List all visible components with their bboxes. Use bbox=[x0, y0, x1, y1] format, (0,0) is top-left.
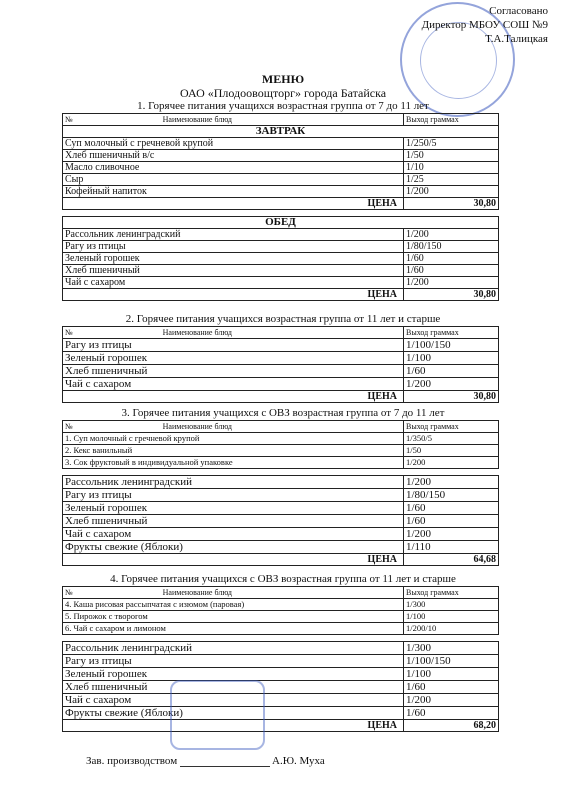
menu-item-row bbox=[63, 186, 499, 198]
dish-name: Фрукты свежие (Яблоки) bbox=[63, 541, 404, 554]
menu-item-row bbox=[63, 229, 499, 241]
dish-output: 1/200 bbox=[404, 378, 499, 391]
dish-output: 1/60 bbox=[404, 253, 499, 265]
price-label: ЦЕНА bbox=[63, 554, 404, 566]
menu-item-row bbox=[63, 541, 499, 554]
menu-item-row bbox=[63, 707, 499, 720]
dish-name: Чай с сахаром bbox=[63, 378, 404, 391]
section-4-heading: 4. Горячее питания учащихся с ОВЗ возрастная группа от 11 лет и старше bbox=[110, 573, 456, 585]
dish-output: 1/60 bbox=[404, 681, 499, 694]
dish-output: 1/100 bbox=[404, 352, 499, 365]
dish-name: 4. Каша рисовая рассыпчатая с изюмом (паровая) bbox=[63, 599, 404, 611]
menu-item-row bbox=[63, 655, 499, 668]
spacer-row bbox=[63, 210, 499, 217]
table-header-row bbox=[63, 327, 499, 339]
menu-item-row bbox=[63, 433, 499, 445]
menu-item-row bbox=[63, 457, 499, 469]
dish-output: 1/80/150 bbox=[404, 241, 499, 253]
dish-output: 1/200/10 bbox=[404, 623, 499, 635]
signature-line bbox=[180, 766, 270, 767]
price-row bbox=[63, 198, 499, 210]
menu-table-2 bbox=[62, 326, 499, 403]
dish-name: Зеленый горошек bbox=[63, 502, 404, 515]
price-value: 30,80 bbox=[404, 198, 499, 210]
table-header-row bbox=[63, 114, 499, 126]
dish-name: Фрукты свежие (Яблоки) bbox=[63, 707, 404, 720]
price-label: ЦЕНА bbox=[63, 289, 404, 301]
dish-name: Зеленый горошек bbox=[63, 352, 404, 365]
price-label: ЦЕНА bbox=[63, 391, 404, 403]
col-header-out: Выход граммах bbox=[404, 587, 499, 599]
approval-line-2: Директор МБОУ СОШ №9 bbox=[421, 19, 548, 31]
signature-role: Зав. производством bbox=[86, 755, 178, 767]
dish-name: Рагу из птицы bbox=[63, 655, 404, 668]
dish-name: Хлеб пшеничный bbox=[63, 265, 404, 277]
dish-name: Хлеб пшеничный bbox=[63, 681, 404, 694]
menu-item-row bbox=[63, 253, 499, 265]
dish-name: Зеленый горошек bbox=[63, 668, 404, 681]
dish-name: Хлеб пшеничный bbox=[63, 365, 404, 378]
price-row bbox=[63, 720, 499, 732]
dish-output: 1/50 bbox=[404, 445, 499, 457]
dish-name: Кофейный напиток bbox=[63, 186, 404, 198]
dish-output: 1/200 bbox=[404, 528, 499, 541]
dish-output: 1/200 bbox=[404, 694, 499, 707]
approval-line-3: Т.А.Талицкая bbox=[485, 33, 548, 45]
price-value: 68,20 bbox=[404, 720, 499, 732]
approval-line-1: Согласовано bbox=[489, 5, 548, 17]
breakfast-label: ЗАВТРАК bbox=[63, 126, 499, 138]
dish-output: 1/100 bbox=[404, 668, 499, 681]
price-row bbox=[63, 391, 499, 403]
dish-output: 1/200 bbox=[404, 186, 499, 198]
menu-item-row bbox=[63, 611, 499, 623]
menu-item-row bbox=[63, 489, 499, 502]
col-header-out: Выход граммах bbox=[404, 327, 499, 339]
dish-output: 1/200 bbox=[404, 277, 499, 289]
price-row bbox=[63, 554, 499, 566]
price-row bbox=[63, 289, 499, 301]
dish-output: 1/10 bbox=[404, 162, 499, 174]
dish-output: 1/110 bbox=[404, 541, 499, 554]
dish-name: 5. Пирожок с творогом bbox=[63, 611, 404, 623]
dish-output: 1/300 bbox=[404, 599, 499, 611]
dish-name: Рагу из птицы bbox=[63, 339, 404, 352]
menu-item-row bbox=[63, 528, 499, 541]
dish-output: 1/100/150 bbox=[404, 655, 499, 668]
menu-item-row bbox=[63, 339, 499, 352]
dish-output: 1/60 bbox=[404, 365, 499, 378]
menu-item-row bbox=[63, 599, 499, 611]
menu-item-row bbox=[63, 352, 499, 365]
price-value: 30,80 bbox=[404, 391, 499, 403]
table-header-row bbox=[63, 421, 499, 433]
dish-output: 1/60 bbox=[404, 502, 499, 515]
menu-item-row bbox=[63, 515, 499, 528]
table-header-row bbox=[63, 587, 499, 599]
dish-name: Чай с сахаром bbox=[63, 528, 404, 541]
dish-name: 3. Сок фруктовый в индивидуальной упаковке bbox=[63, 457, 404, 469]
menu-item-row bbox=[63, 365, 499, 378]
menu-item-row bbox=[63, 150, 499, 162]
menu-table-4 bbox=[62, 586, 499, 732]
dish-output: 1/50 bbox=[404, 150, 499, 162]
menu-item-row bbox=[63, 241, 499, 253]
col-header-name: № Наименование блюд bbox=[63, 587, 404, 599]
signature-name: А.Ю. Муха bbox=[272, 755, 325, 767]
menu-table-1 bbox=[62, 113, 499, 301]
menu-item-row bbox=[63, 681, 499, 694]
menu-item-row bbox=[63, 162, 499, 174]
dish-name: Сыр bbox=[63, 174, 404, 186]
dish-name: 6. Чай с сахаром и лимоном bbox=[63, 623, 404, 635]
section-1-heading: 1. Горячее питания учащихся возрастная группа от 7 до 11 лет bbox=[137, 100, 429, 112]
dish-output: 1/200 bbox=[404, 457, 499, 469]
price-label: ЦЕНА bbox=[63, 720, 404, 732]
dish-name: 1. Суп молочный с гречневой крупой bbox=[63, 433, 404, 445]
col-header-name: № Наименование блюд bbox=[63, 114, 404, 126]
col-header-name: № Наименование блюд bbox=[63, 421, 404, 433]
dish-output: 1/350/5 bbox=[404, 433, 499, 445]
col-header-name: № Наименование блюд bbox=[63, 327, 404, 339]
dish-name: Хлеб пшеничный bbox=[63, 515, 404, 528]
section-2-heading: 2. Горячее питания учащихся возрастная группа от 11 лет и старше bbox=[125, 313, 441, 325]
dish-name: 2. Кекс ванильный bbox=[63, 445, 404, 457]
dish-output: 1/80/150 bbox=[404, 489, 499, 502]
menu-item-row bbox=[63, 265, 499, 277]
dish-output: 1/300 bbox=[404, 642, 499, 655]
dish-name: Масло сливочное bbox=[63, 162, 404, 174]
dish-name: Рагу из птицы bbox=[63, 241, 404, 253]
price-label: ЦЕНА bbox=[63, 198, 404, 210]
page-title: МЕНЮ bbox=[261, 72, 305, 86]
price-value: 30,80 bbox=[404, 289, 499, 301]
col-header-out: Выход граммах bbox=[404, 421, 499, 433]
menu-item-row bbox=[63, 668, 499, 681]
dish-output: 1/200 bbox=[404, 229, 499, 241]
menu-item-row bbox=[63, 174, 499, 186]
menu-item-row bbox=[63, 694, 499, 707]
approval-block bbox=[422, 4, 548, 46]
dish-name: Рассольник ленинградский bbox=[63, 229, 404, 241]
menu-item-row bbox=[63, 378, 499, 391]
dish-output: 1/100 bbox=[404, 611, 499, 623]
price-value: 64,68 bbox=[404, 554, 499, 566]
col-header-out: Выход граммах bbox=[404, 114, 499, 126]
dish-output: 1/100/150 bbox=[404, 339, 499, 352]
lunch-label: ОБЕД bbox=[63, 217, 499, 229]
spacer-row bbox=[63, 469, 499, 476]
spacer-row bbox=[63, 635, 499, 642]
lunch-label-row bbox=[63, 217, 499, 229]
dish-name: Чай с сахаром bbox=[63, 277, 404, 289]
dish-name: Зеленый горошек bbox=[63, 253, 404, 265]
dish-output: 1/60 bbox=[404, 265, 499, 277]
dish-output: 1/25 bbox=[404, 174, 499, 186]
dish-name: Рассольник ленинградский bbox=[63, 476, 404, 489]
menu-item-row bbox=[63, 476, 499, 489]
kitchen-stamp bbox=[170, 680, 265, 750]
menu-item-row bbox=[63, 642, 499, 655]
dish-output: 1/60 bbox=[404, 707, 499, 720]
menu-item-row bbox=[63, 138, 499, 150]
dish-name: Хлеб пшеничный в/с bbox=[63, 150, 404, 162]
menu-item-row bbox=[63, 623, 499, 635]
menu-table-3 bbox=[62, 420, 499, 566]
dish-name: Рассольник ленинградский bbox=[63, 642, 404, 655]
dish-name: Рагу из птицы bbox=[63, 489, 404, 502]
dish-output: 1/200 bbox=[404, 476, 499, 489]
section-3-heading: 3. Горячее питания учащихся с ОВЗ возрастная группа от 7 до 11 лет bbox=[121, 407, 445, 419]
dish-name: Суп молочный с гречневой крупой bbox=[63, 138, 404, 150]
menu-item-row bbox=[63, 277, 499, 289]
page-subtitle: ОАО «Плодоовощторг» города Батайска bbox=[179, 86, 387, 100]
menu-item-row bbox=[63, 502, 499, 515]
dish-output: 1/60 bbox=[404, 515, 499, 528]
menu-item-row bbox=[63, 445, 499, 457]
dish-name: Чай с сахаром bbox=[63, 694, 404, 707]
dish-output: 1/250/5 bbox=[404, 138, 499, 150]
breakfast-label-row bbox=[63, 126, 499, 138]
